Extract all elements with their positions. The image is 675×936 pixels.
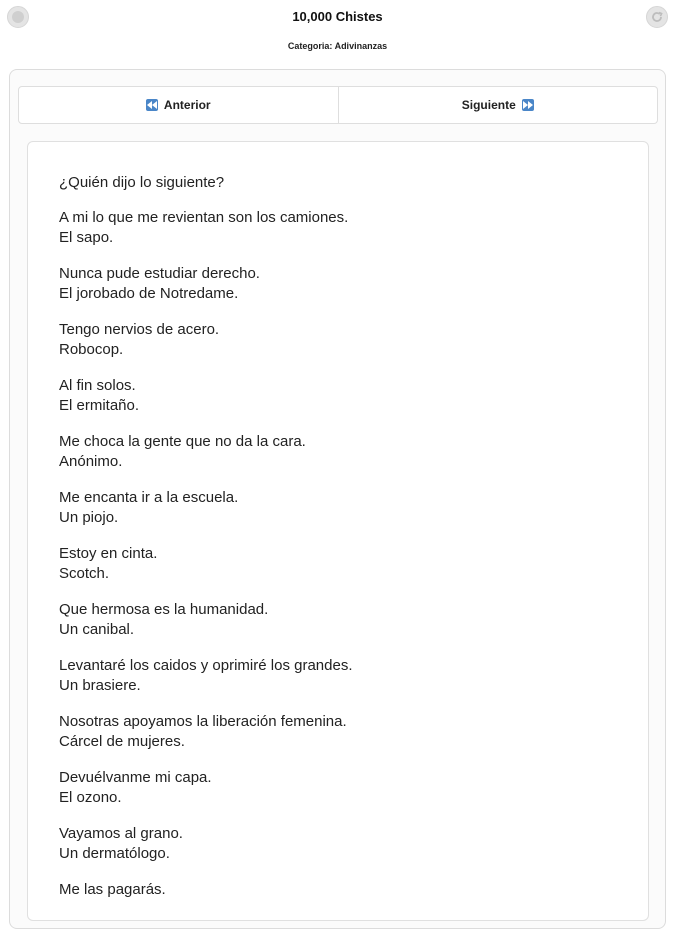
navigation-row [18,86,658,124]
refresh-icon [650,10,664,24]
joke-answer: El jorobado de Notredame. [59,285,239,302]
joke-answer: Un canibal. [59,621,135,638]
joke-item [59,824,352,880]
refresh-button[interactable] [646,6,668,28]
joke-item [59,544,352,600]
joke-item [59,320,352,376]
joke-line: Levantaré los caidos y oprimiré los grandes. [59,657,353,674]
joke-line: Nunca pude estudiar derecho. [59,265,260,282]
app-title: 10,000 Chistes [292,9,383,24]
joke-line: Estoy en cinta. [59,545,158,562]
joke-item [59,432,352,488]
joke-line: Nosotras apoyamos la liberación femenina. [59,713,347,730]
previous-label: Anterior [163,98,211,112]
rewind-icon [146,99,158,111]
joke-answer: El sapo. [59,229,114,246]
next-button[interactable] [339,86,659,124]
category-label: Categoria: Adivinanzas [287,41,388,51]
joke-answer: Robocop. [59,341,124,358]
header [0,0,675,64]
joke-line: Me choca la gente que no da la cara. [59,433,306,450]
joke-item [59,712,352,768]
previous-button[interactable] [18,86,339,124]
joke-item [59,768,352,824]
joke-item [59,376,352,432]
joke-line: Vayamos al grano. [59,825,183,842]
joke-answer: Anónimo. [59,453,123,470]
joke-line: Tengo nervios de acero. [59,321,220,338]
joke-answer: Un dermatólogo. [59,845,170,862]
joke-item [59,264,352,320]
joke-line: Al fin solos. [59,377,136,394]
joke-answer: Un brasiere. [59,677,141,694]
joke-answer: Un piojo. [59,509,119,526]
joke-item [59,488,352,544]
joke-item [59,880,352,936]
joke-answer: Cárcel de mujeres. [59,733,185,750]
fast-forward-icon [522,99,534,111]
joke-answer: El ermitaño. [59,397,140,414]
joke-list [59,208,352,936]
joke-line: Me las pagarás. [59,881,166,898]
joke-answer: El ozono. [59,789,122,806]
joke-item [59,656,352,712]
joke-line: Devuélvanme mi capa. [59,769,212,786]
joke-line: A mi lo que me revientan son los camiones. [59,209,349,226]
joke-item [59,208,352,264]
joke-answer: Scotch. [59,565,110,582]
joke-line: Me encanta ir a la escuela. [59,489,239,506]
joke-item [59,600,352,656]
intro-question: ¿Quién dijo lo siguiente? [59,174,225,191]
next-label: Siguiente [461,98,516,112]
joke-line: Que hermosa es la humanidad. [59,601,269,618]
